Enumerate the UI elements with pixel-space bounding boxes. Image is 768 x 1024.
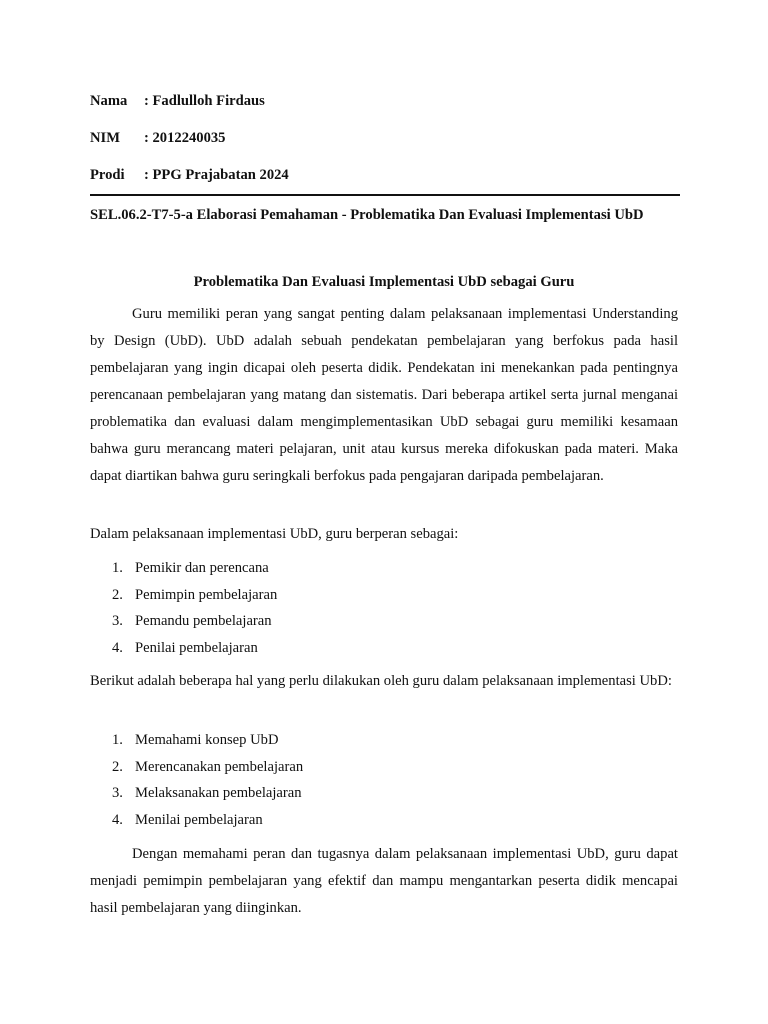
list-item: 3. Pemandu pembelajaran xyxy=(112,613,272,630)
name-value: : Fadlulloh Firdaus xyxy=(144,93,265,109)
nim-field xyxy=(90,130,225,147)
list-item: 2. Pemimpin pembelajaran xyxy=(112,586,278,603)
assignment-title: SEL.06.2-T7-5-a Elaborasi Pemahaman - Problematika Dan Evaluasi Implementasi UbD xyxy=(90,207,644,223)
list-item: 1. Pemikir dan perencana xyxy=(112,560,269,576)
nim-label: NIM xyxy=(90,130,120,146)
list-item: 4. Penilai pembelajaran xyxy=(112,640,258,657)
list-item: 3. Melaksanakan pembelajaran xyxy=(112,785,302,802)
document-title: Problematika Dan Evaluasi Implementasi UbD sebagai Guru xyxy=(193,274,575,290)
intro-paragraph: Guru memiliki peran yang sangat penting dalam pelaksanaan implementasi Understanding by Design (UbD). UbD adalah sebuah pendekatan pembelajaran yang berfokus pada hasil pembelajaran yang ingin dicapai oleh peserta didik. Pendekatan ini menekankan pada pentingnya perencanaan pembelajaran yang matang dan sistematis. Dari beberapa artikel serta jurnal menganai problematika dan evaluasi dalam mengimplementasikan UbD sebagai guru memiliki kesamaan bahwa guru merancang materi pelajaran, unit atau kursus mereka difokuskan pada materi. Maka dapat diartikan bahwa guru seringkali berfokus pada pengajaran daripada pembelajaran. xyxy=(90,306,678,484)
prodi-field xyxy=(90,167,289,184)
name-label: Nama xyxy=(90,93,128,109)
tasks-list xyxy=(90,727,678,834)
prodi-value: : PPG Prajabatan 2024 xyxy=(144,167,289,183)
list-item: 1. Memahami konsep UbD xyxy=(112,732,279,748)
nim-value: : 2012240035 xyxy=(144,130,226,146)
roles-intro: Dalam pelaksanaan implementasi UbD, guru berperan sebagai: xyxy=(90,526,459,542)
tasks-intro: Berikut adalah beberapa hal yang perlu dilakukan oleh guru dalam pelaksanaan implementasi UbD: xyxy=(90,673,672,689)
list-item: 2. Merencanakan pembelajaran xyxy=(112,758,304,775)
roles-list xyxy=(90,555,678,662)
name-field xyxy=(90,93,265,110)
list-item: 4. Menilai pembelajaran xyxy=(112,812,263,829)
conclusion-paragraph: Dengan memahami peran dan tugasnya dalam pelaksanaan implementasi UbD, guru dapat menjadi pemimpin pembelajaran yang efektif dan mampu mengantarkan peserta didik mencapai hasil pembelajaran yang diinginkan. xyxy=(90,846,678,916)
header-divider xyxy=(90,194,680,196)
prodi-label: Prodi xyxy=(90,167,125,183)
